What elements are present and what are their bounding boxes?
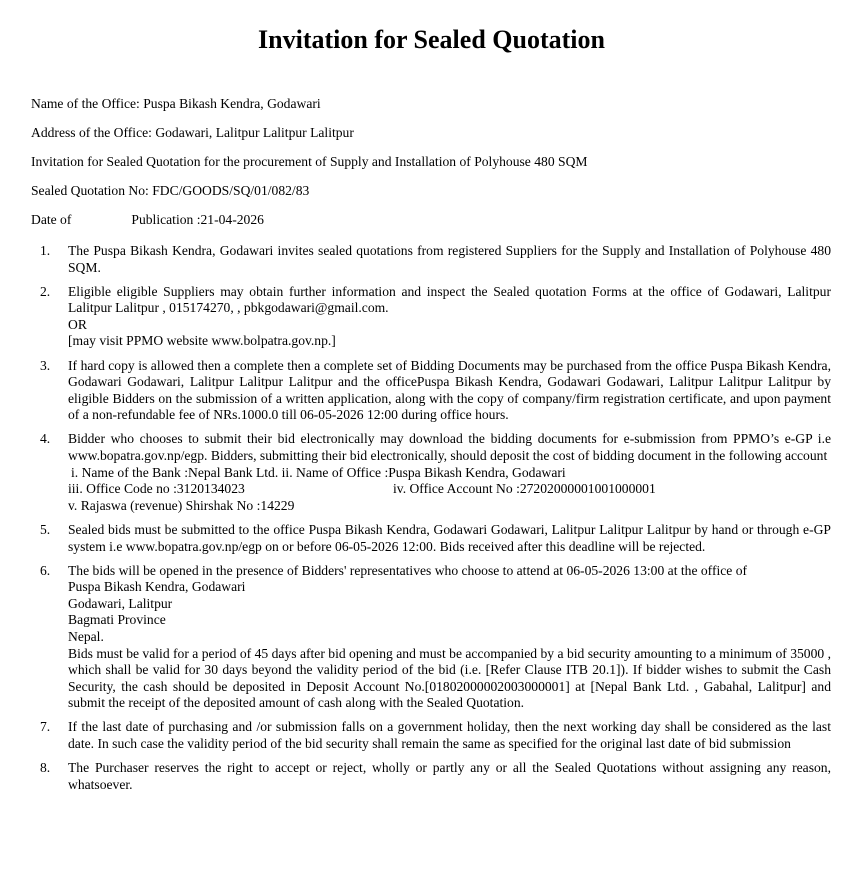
publication-date bbox=[31, 211, 264, 229]
bank-details: i. Name of the Bank :Nepal Bank Ltd. ii. Name of Office :Puspa Bikash Kendra, Godawari bbox=[71, 464, 566, 480]
list-item bbox=[31, 760, 831, 793]
item-text: Bidder who chooses to submit their bid electronically may download the bidding documents for e-submission from PPMO’s e-GP i.e www.bopatra.gov.np/egp. Bidders, submitting their bid electronically, should deposit the cost of bidding document in the following account bbox=[68, 431, 831, 464]
office-code: iii. Office Code no :3120134023 bbox=[68, 481, 245, 497]
item-text: If hard copy is allowed then a complete then a complete set of Bidding Documents may be purchased from the office Puspa Bikash Kendra, Godawari Godawari, Lalitpur Lalitpur Lalitpur and the officePuspa Bikash Kendra, Godawari Godawari, Lalitpur Lalitpur Lalitpur by eligible Bidders on the submission of a written application, along with the copy of company/firm registration certificate, and upon payment of a non-refundable fee of NRs.1000.0 till 06-05-2026 12:00 during office hours. bbox=[68, 357, 831, 423]
list-item bbox=[31, 719, 831, 752]
list-item bbox=[31, 563, 831, 712]
item-number: 5. bbox=[40, 521, 51, 537]
list-item bbox=[31, 431, 831, 514]
item-text: The bids will be opened in the presence of Bidders' representatives who choose to attend at 06-05-2026 13:00 at the office of bbox=[68, 562, 748, 578]
item-text: The Purchaser reserves the right to accept or reject, wholly or partly any or all the Sealed Quotations without assigning any reason, whatsoever. bbox=[68, 760, 831, 792]
office-name: Name of the Office: Puspa Bikash Kendra, Godawari bbox=[31, 96, 321, 111]
list-item bbox=[31, 522, 831, 555]
item-text: Eligible eligible Suppliers may obtain further information and inspect the Sealed quotation Forms at the office of Godawari, Lalitpur Lalitpur Lalitpur , 015174270, , pbkgodawari@gmail.com. bbox=[68, 283, 831, 316]
bid-validity-text: Bids must be valid for a period of 45 days after bid opening and must be accompanied by a bid security amounting to a minimum of 35000 , which shall be valid for 30 days beyond the validity period of the bid (i.e. [Refer Clause ITB 20.1]). If bidder wishes to submit the Cash Security, the cash should be deposited in Deposit Account No.[01802000002003000001] at [Nepal Bank Ltd. , Gabahal, Lalitpur] and submit the receipt of the deposited amount of cash along with the Sealed Quotation. bbox=[68, 645, 831, 711]
document-title: Invitation for Sealed Quotation bbox=[258, 25, 605, 54]
item-number: 8. bbox=[40, 760, 51, 776]
item-text: If the last date of purchasing and /or submission falls on a government holiday, then the next working day shall be considered as the last date. In such case the validity period of the bid security shall remain the same as specified for the original last date of bid submission bbox=[68, 719, 831, 752]
publication-value: Publication :21-04-2026 bbox=[131, 212, 264, 227]
or-text: OR bbox=[68, 316, 87, 332]
date-label: Date of bbox=[31, 212, 72, 227]
clause-list bbox=[31, 243, 831, 801]
rajaswa-number: v. Rajaswa (revenue) Shirshak No :14229 bbox=[68, 497, 295, 513]
website-text: [may visit PPMO website www.bolpatra.gov.np.] bbox=[68, 333, 336, 349]
item-number: 3. bbox=[40, 357, 51, 373]
opening-address-line: Nepal. bbox=[68, 628, 104, 644]
item-number: 1. bbox=[40, 243, 51, 258]
item-number: 4. bbox=[40, 431, 51, 447]
opening-address-line: Bagmati Province bbox=[68, 612, 166, 628]
invitation-subject: Invitation for Sealed Quotation for the procurement of Supply and Installation of Polyhouse 480 SQM bbox=[31, 154, 588, 169]
list-item bbox=[31, 284, 831, 350]
office-account-number: iv. Office Account No :27202000001001000001 bbox=[393, 481, 656, 497]
item-number: 7. bbox=[40, 719, 51, 735]
item-number: 2. bbox=[40, 283, 51, 299]
list-item bbox=[31, 358, 831, 424]
item-text: The Puspa Bikash Kendra, Godawari invites sealed quotations from registered Suppliers for the Supply and Installation of Polyhouse 480 SQM. bbox=[68, 243, 831, 275]
item-number: 6. bbox=[40, 562, 51, 578]
item-text: Sealed bids must be submitted to the office Puspa Bikash Kendra, Godawari Godawari, Lalitpur Lalitpur Lalitpur by hand or through e-GP system i.e www.bopatra.gov.np/egp on or before 06-05-2026 12:00. Bids received after this deadline will be rejected. bbox=[68, 521, 831, 554]
office-address: Address of the Office: Godawari, Lalitpur Lalitpur Lalitpur bbox=[31, 125, 354, 140]
opening-address-line: Godawari, Lalitpur bbox=[68, 595, 173, 611]
opening-address-line: Puspa Bikash Kendra, Godawari bbox=[68, 579, 246, 595]
list-item bbox=[31, 243, 831, 276]
quotation-number: Sealed Quotation No: FDC/GOODS/SQ/01/082/83 bbox=[31, 183, 310, 198]
